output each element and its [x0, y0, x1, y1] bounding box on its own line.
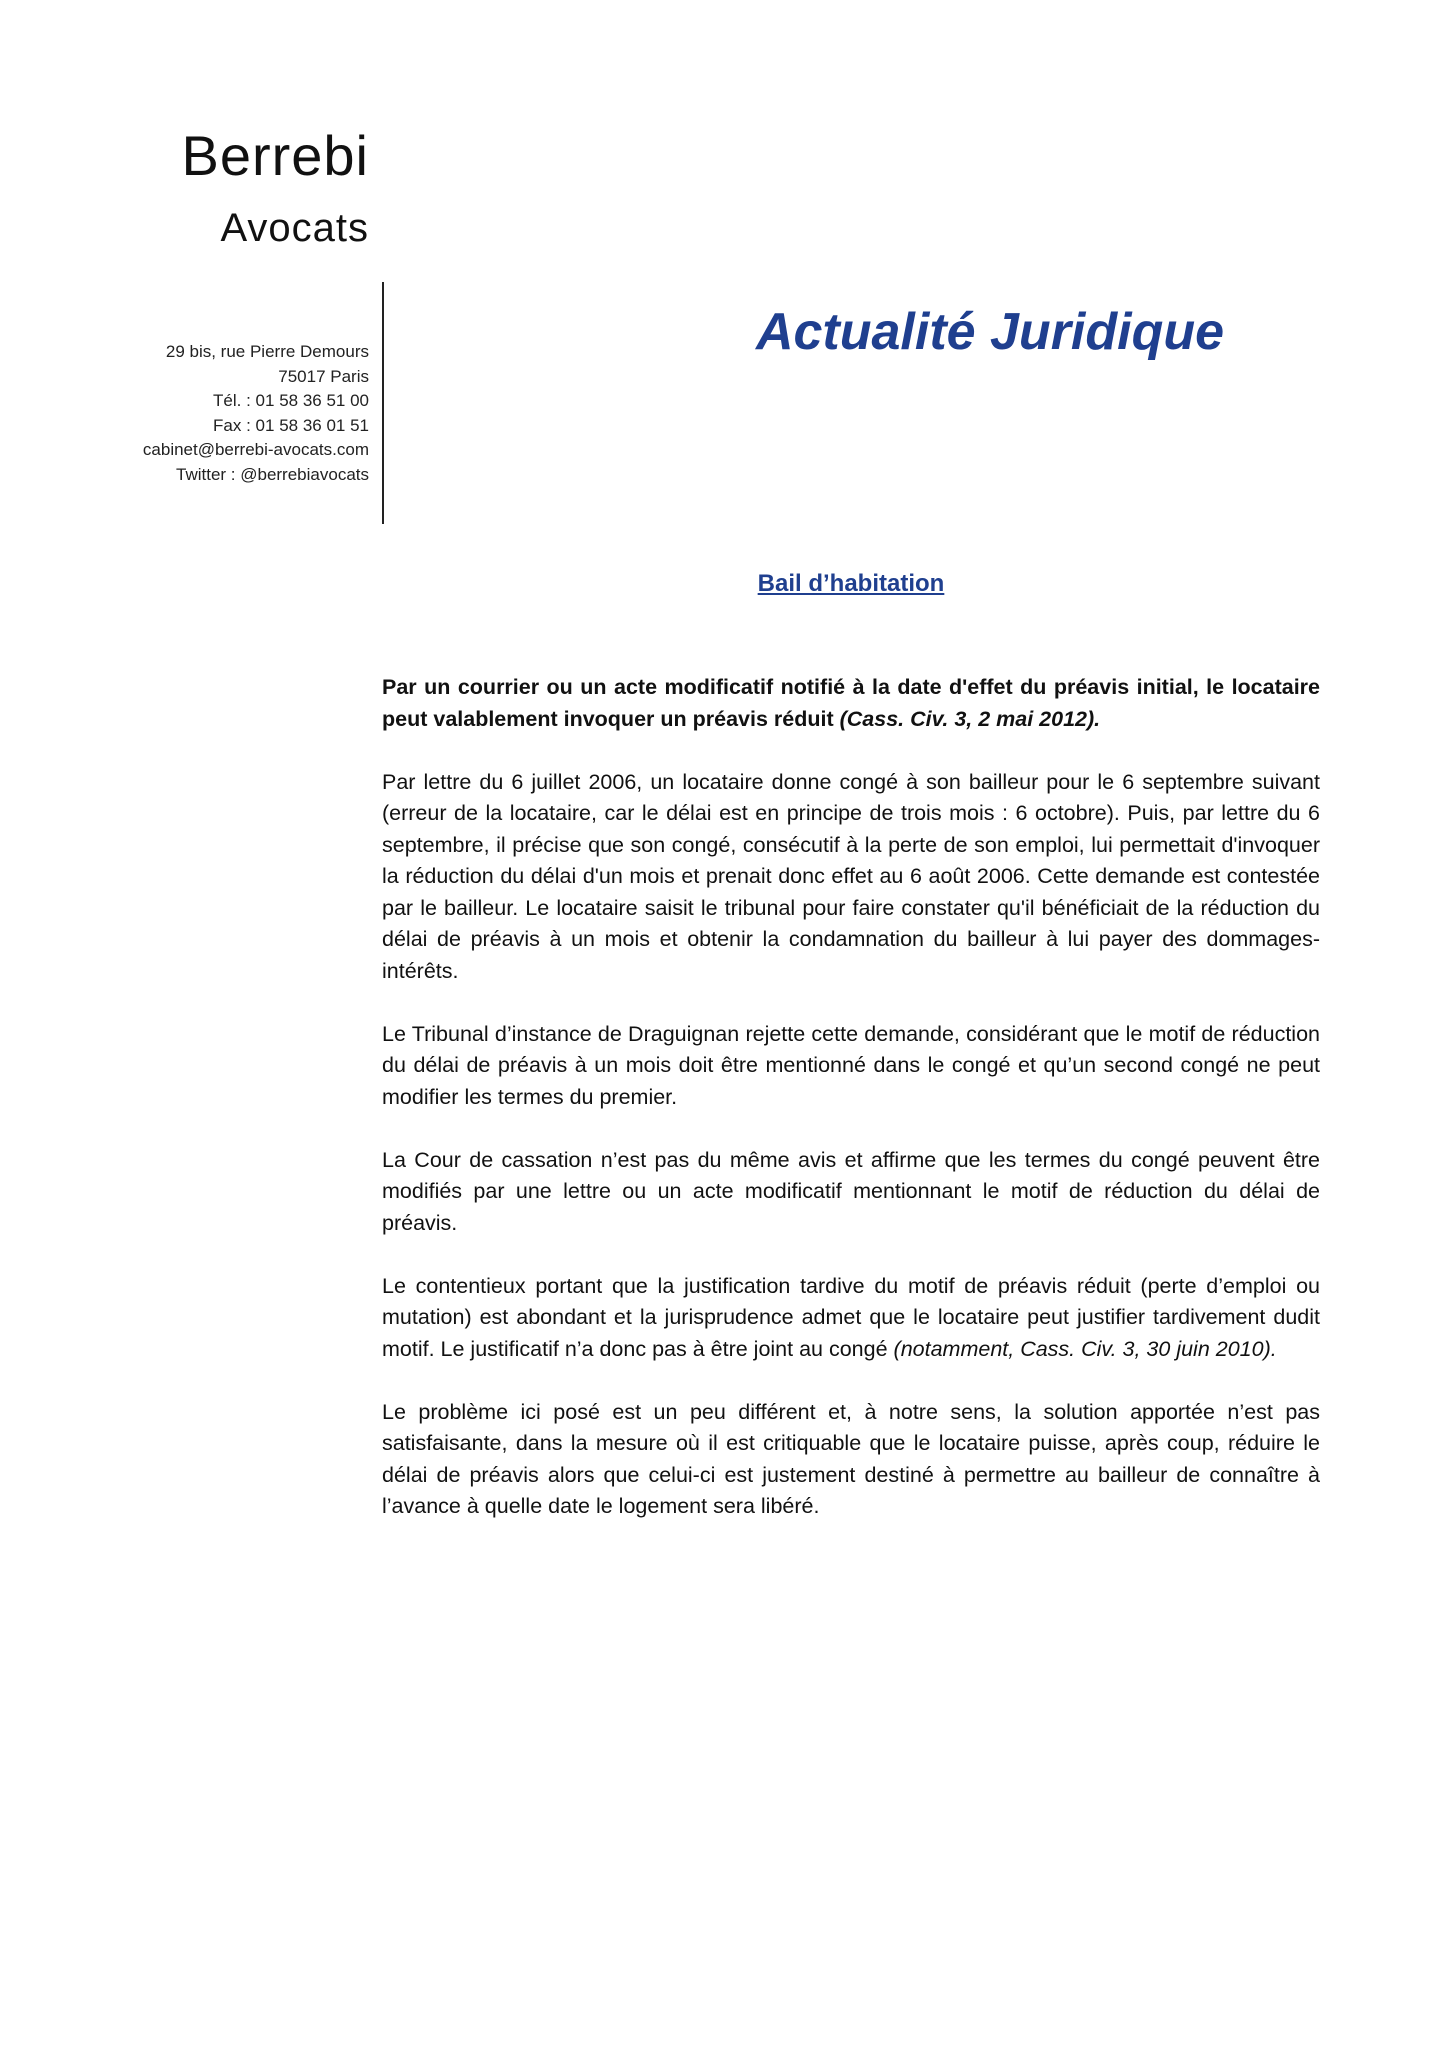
paragraph-4: La Cour de cassation n’est pas du même avis et affirme que les termes du congé peuvent être modifiés par une lettre ou un acte modificatif mentionnant le motif de réduction du délai de préavis. [382, 1147, 1320, 1235]
phone: Tél. : 01 58 36 51 00 [213, 391, 369, 410]
email: cabinet@berrebi-avocats.com [142, 440, 369, 459]
paragraph-5-citation: (notamment, Cass. Civ. 3, 30 juin 2010). [893, 1336, 1277, 1361]
vertical-divider [382, 282, 384, 524]
article-body [382, 672, 1320, 1554]
lead-paragraph [382, 672, 1320, 735]
fax: Fax : 01 58 36 01 51 [213, 415, 369, 435]
address-city: 75017 Paris [278, 366, 369, 386]
paragraph-2: Par lettre du 6 juillet 2006, un locataire donne congé à son bailleur pour le 6 septembre suivant (erreur de la locataire, car le délai est en principe de trois mois : 6 octobre). Puis, par lettre du 6 septembre, il précise que son congé, consécutif à la perte de son emploi, lui permettait d'invoquer la réduction du délai d'un mois et prenait donc effet au 6 août 2006. Cette demande est contestée par le bailleur. Le locataire saisit le tribunal pour faire constater qu'il bénéficiait de la réduction du délai de préavis à un mois et obtenir la condamnation du bailleur à lui payer des dommages-intérêts. [382, 769, 1320, 983]
headline-text: Actualité Juridique [755, 303, 1225, 361]
lead-text: Par un courrier ou un acte modificatif notifié à la date d'effet du préavis initial, le locataire peut valablement invoquer un préavis réduit [382, 675, 1320, 731]
headline [590, 302, 1390, 362]
section-title-text: Bail d’habitation [757, 570, 945, 597]
section-title [382, 570, 1320, 598]
paragraph-5-text: Le contentieux portant que la justification tardive du motif de préavis réduit (perte d’emploi ou mutation) est abondant et la jurisprudence admet que le locataire peut justifier tardivement dudit motif. Le justificatif n’a donc pas à être joint au congé [382, 1273, 1320, 1361]
address-street: 29 bis, rue Pierre Demours [165, 342, 369, 361]
firm-name-line2: Avocats [220, 206, 369, 250]
paragraph-5 [382, 1271, 1320, 1366]
firm-name-line1: Berrebi [181, 124, 369, 187]
paragraph-6: Le problème ici posé est un peu différent et, à notre sens, la solution apportée n’est pas satisfaisante, dans la mesure où il est critiquable que le locataire puisse, après coup, réduire le délai de préavis alors que celui-ci est justement destiné à permettre au bailleur de connaître à l’avance à quelle date le logement sera libéré. [382, 1399, 1320, 1518]
twitter: Twitter : @berrebiavocats [176, 464, 369, 484]
paragraph-3: Le Tribunal d’instance de Draguignan rejette cette demande, considérant que le motif de réduction du délai de préavis à un mois doit être mentionné dans le congé et qu’un second congé ne peut modifier les termes du premier. [382, 1021, 1320, 1109]
lead-citation: (Cass. Civ. 3, 2 mai 2012). [839, 706, 1101, 731]
contact-block [143, 340, 369, 487]
